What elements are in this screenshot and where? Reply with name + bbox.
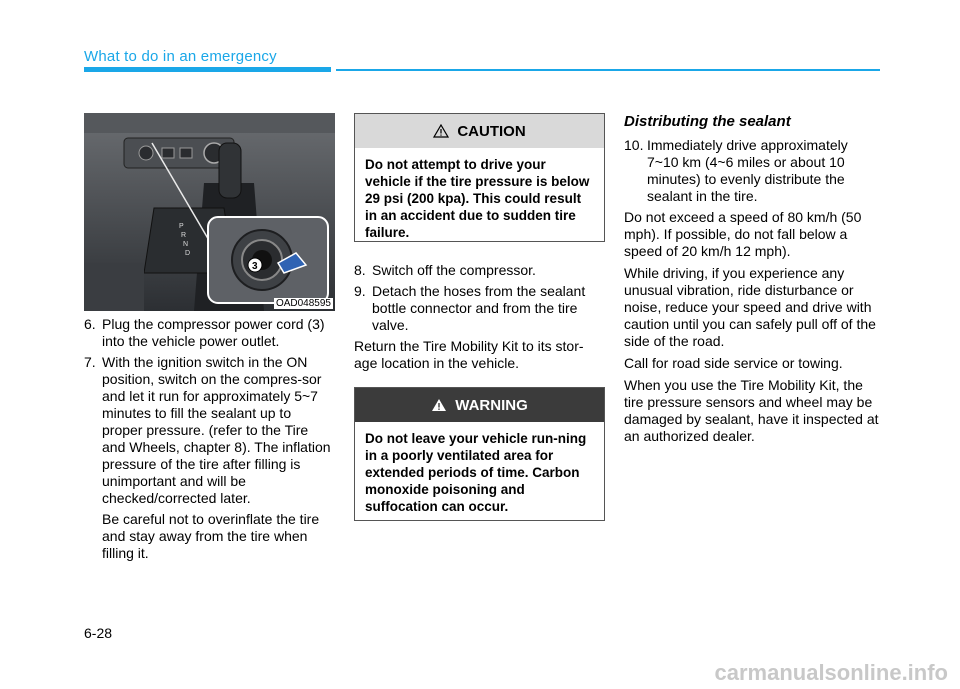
callout-number: 3 xyxy=(252,261,258,272)
compressor-plug-illustration xyxy=(84,113,335,311)
step-10 xyxy=(624,137,880,205)
warning-box xyxy=(354,387,605,521)
step-7-note: Be careful not to overinflate the tire and stay away from the tire when filling it. xyxy=(102,511,320,561)
console-drawing xyxy=(84,113,335,311)
step-number: 7. xyxy=(84,354,96,370)
warning-text: Do not leave your vehicle run-ning in a poorly ventilated area for extended periods of time. Carbon monoxide poisoning and suffocation can occur. xyxy=(365,431,587,514)
gear-letter-n: N xyxy=(183,241,189,248)
service-paragraph: Call for road side service or towing. xyxy=(624,355,843,371)
step-number: 10. xyxy=(624,137,644,153)
header-rule-thick xyxy=(84,67,331,72)
step-6 xyxy=(84,316,335,350)
caution-box xyxy=(354,113,605,242)
step-8 xyxy=(354,262,605,279)
step-text: With the ignition switch in the ON position, switch on the compres-sor and let it run for approximately 5~7 minutes to fill the sealant up to proper pressure. (refer to the Tire and Wheels, chapter 8). The inflation pressure of the tire after filling is unimportant and will be checked/corrected later. xyxy=(102,354,331,506)
section-title: What to do in an emergency xyxy=(84,48,277,65)
step-number: 8. xyxy=(354,262,366,278)
step-text: Immediately drive approximately 7~10 km (4~6 miles or about 10 minutes) to evenly distribute the sealant in the tire. xyxy=(647,137,848,204)
caution-text: Do not attempt to drive your vehicle if the tire pressure is below 29 psi (200 kpa). This could result in an accident due to sudden tire failure. xyxy=(365,157,590,240)
step-9 xyxy=(354,283,605,334)
page-number: 6-28 xyxy=(84,625,113,641)
warning-header xyxy=(355,388,604,422)
sensor-paragraph: When you use the Tire Mobility Kit, the tire pressure sensors and wheel may be damaged by sealant, have it inspected at an authorized dealer. xyxy=(624,377,879,444)
step-text: Plug the compressor power cord (3) into the vehicle power outlet. xyxy=(102,316,325,349)
distributing-heading: Distributing the sealant xyxy=(624,113,791,130)
storage-paragraph: Return the Tire Mobility Kit to its stor-age location in the vehicle. xyxy=(354,338,584,371)
column-3 xyxy=(624,113,880,450)
figure-code: OAD048595 xyxy=(275,298,331,309)
gear-letter-d: D xyxy=(185,250,191,257)
step-text: Switch off the compressor. xyxy=(372,262,536,278)
column-1 xyxy=(84,316,335,562)
caution-title: CAUTION xyxy=(457,122,526,140)
column-2-steps xyxy=(354,262,605,377)
step-number: 9. xyxy=(354,283,366,299)
caution-header xyxy=(355,114,604,148)
gear-letter-r: R xyxy=(181,232,187,239)
header-rule-thin xyxy=(336,69,880,71)
step-7 xyxy=(84,354,335,507)
watermark: carmanualsonline.info xyxy=(714,660,948,685)
speed-paragraph: Do not exceed a speed of 80 km/h (50 mph). If possible, do not fall below a speed of 20 km/h 12 mph). xyxy=(624,209,862,259)
step-text: Detach the hoses from the sealant bottle connector and from the tire valve. xyxy=(372,283,586,333)
vibration-paragraph: While driving, if you experience any unusual vibration, ride disturbance or noise, reduce your speed and drive with caution until you can safely pull off of the side of the road. xyxy=(624,265,876,349)
caution-triangle-icon xyxy=(433,124,449,138)
warning-triangle-icon xyxy=(431,398,447,412)
step-number: 6. xyxy=(84,316,96,332)
warning-title: WARNING xyxy=(455,396,528,414)
gear-letter-p: P xyxy=(179,223,184,230)
